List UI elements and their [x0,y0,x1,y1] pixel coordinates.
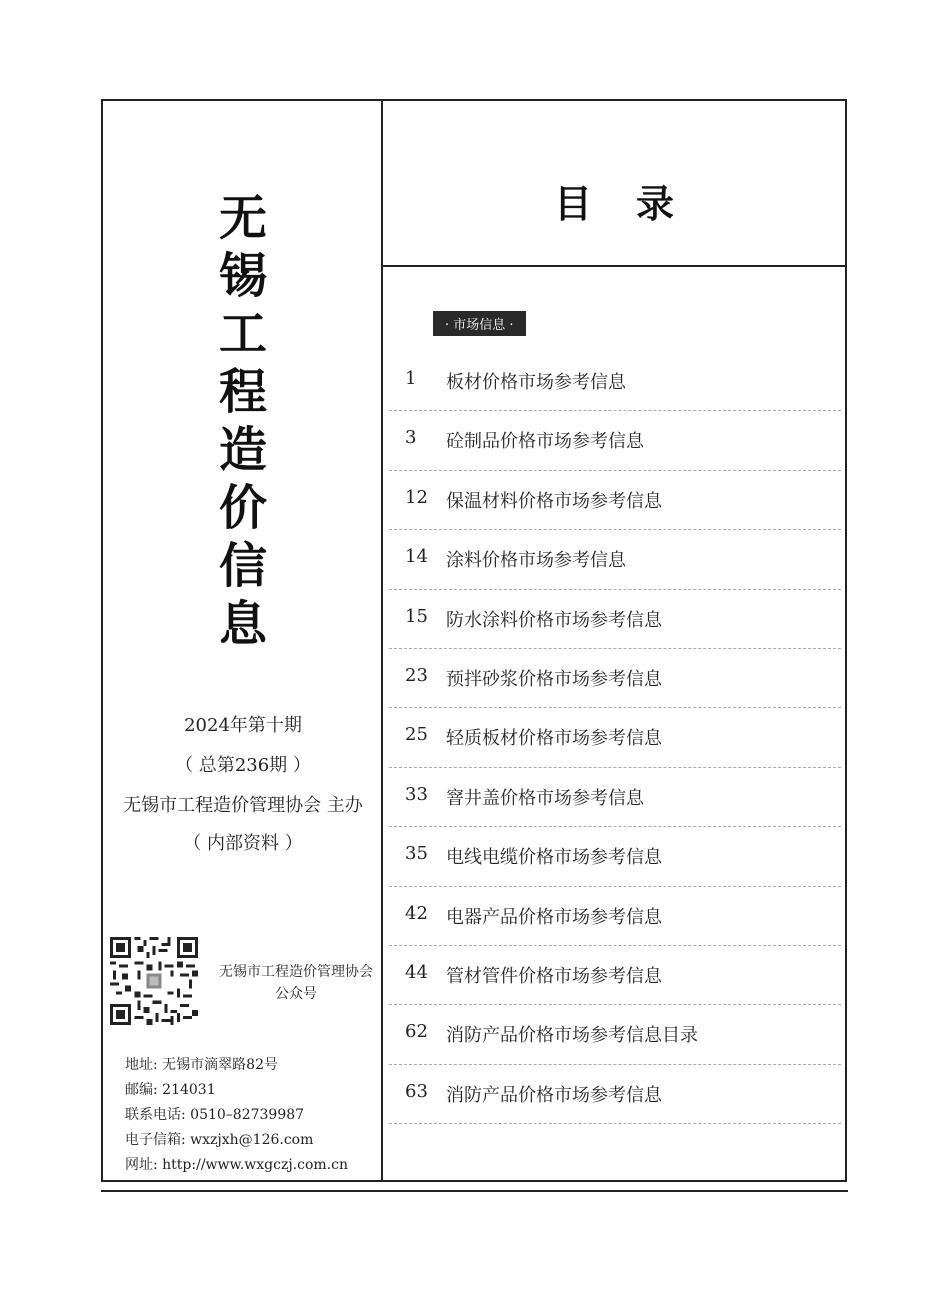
toc-page-number: 44 [405,961,428,983]
qr-block [110,937,380,1029]
toc-item-label[interactable]: 砼制品价格市场参考信息 [446,431,644,453]
title-char: 程 [218,364,267,420]
toc-row[interactable] [389,708,841,767]
toc-row[interactable] [389,471,841,530]
title-char: 无 [218,190,267,246]
toc-row[interactable] [389,1065,841,1124]
toc-row[interactable] [389,946,841,1005]
total-issue: （ 总第236期 ） [175,755,311,776]
toc-header [383,101,845,267]
toc-item-label[interactable]: 窨井盖价格市场参考信息 [446,787,644,809]
toc-page-number: 15 [405,605,428,627]
toc-row[interactable] [389,1005,841,1064]
postcode: 邮编: 214031 [125,1082,216,1098]
right-column [383,101,845,1180]
section-tag: · 市场信息 · [433,311,526,336]
toc-page-number: 12 [405,486,428,508]
toc-item-label[interactable]: 涂料价格市场参考信息 [446,550,626,572]
toc-row[interactable] [389,887,841,946]
title-char: 锡 [218,248,267,304]
title-char: 信 [218,538,267,594]
toc-page-number: 33 [405,783,428,805]
toc-row[interactable] [389,411,841,470]
title-char: 工 [218,306,267,362]
toc-row[interactable] [389,827,841,886]
toc-page-number: 35 [405,843,428,865]
toc-page-number: 62 [405,1021,428,1043]
toc-item-label[interactable]: 电线电缆价格市场参考信息 [446,847,662,869]
contact-info [125,1053,348,1178]
toc-item-label[interactable]: 保温材料价格市场参考信息 [446,490,662,512]
toc-row[interactable] [389,768,841,827]
toc-row[interactable] [389,530,841,589]
website[interactable]: 网址: http://www.wxgczj.com.cn [125,1157,348,1173]
toc-row[interactable] [389,352,841,411]
toc-page-number: 14 [405,546,428,568]
toc-item-label[interactable]: 消防产品价格市场参考信息 [446,1084,662,1106]
left-column [103,101,383,1180]
qr-caption-line1: 无锡市工程造价管理协会 [219,964,373,980]
toc-item-label[interactable]: 轻质板材价格市场参考信息 [446,728,662,750]
phone[interactable]: 联系电话: 0510–82739987 [125,1107,305,1123]
toc-item-label[interactable]: 预拌砂浆价格市场参考信息 [446,668,662,690]
qr-code-icon[interactable] [110,937,198,1025]
issue-number: 2024年第十期 [184,715,302,736]
email[interactable]: 电子信箱: wxzjxh@126.com [125,1132,314,1148]
toc-page-number: 3 [405,427,417,449]
toc-page-number: 42 [405,902,428,924]
bottom-rule [101,1190,848,1192]
toc-item-label[interactable]: 防水涂料价格市场参考信息 [446,609,662,631]
toc-page-number: 23 [405,664,428,686]
qr-caption [206,961,386,1005]
qr-caption-line2: 公众号 [275,986,317,1002]
toc-item-label[interactable]: 电器产品价格市场参考信息 [446,906,662,928]
cover-frame [101,99,847,1182]
magazine-title [103,189,383,653]
toc-list [389,352,841,1124]
toc-page-number: 25 [405,724,428,746]
title-char: 息 [218,596,267,652]
toc-row[interactable] [389,590,841,649]
sponsor: 无锡市工程造价管理协会 主办 [123,795,363,816]
internal-note: （ 内部资料 ） [183,833,303,854]
title-char: 造 [218,422,267,478]
toc-item-label[interactable]: 管材管件价格市场参考信息 [446,965,662,987]
toc-item-label[interactable]: 消防产品价格市场参考信息目录 [446,1025,698,1047]
toc-page-number: 1 [405,368,417,389]
toc-row[interactable] [389,649,841,708]
toc-page-number: 63 [405,1080,428,1102]
toc-item-label[interactable]: 板材价格市场参考信息 [446,372,626,393]
title-char: 价 [218,480,267,536]
toc-title: 目录 [553,181,718,226]
address: 地址: 无锡市滴翠路82号 [125,1057,278,1073]
